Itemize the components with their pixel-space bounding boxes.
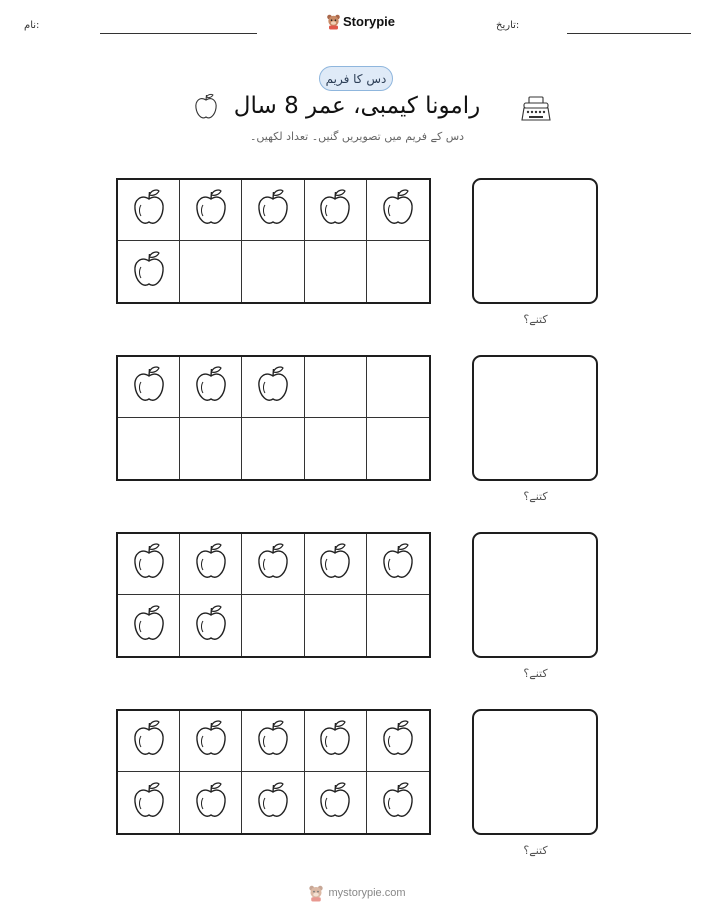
frame-cell [180, 180, 242, 241]
how-many-label: کتنے؟ [523, 313, 548, 326]
date-field[interactable] [567, 33, 691, 34]
storypie-logo [326, 13, 395, 30]
apple-icon [255, 719, 291, 763]
frame-cell [242, 180, 304, 241]
apple-icon [193, 781, 229, 825]
answer-box-4[interactable] [472, 709, 598, 835]
name-label: نام: [24, 20, 40, 31]
frame-cell [118, 595, 180, 656]
apple-icon [131, 781, 167, 825]
how-many-label: کتنے؟ [523, 844, 548, 857]
frame-cell [367, 711, 429, 772]
apple-icon [193, 188, 229, 232]
apple-icon [380, 188, 416, 232]
frame-cell [180, 418, 242, 479]
apple-icon [193, 719, 229, 763]
frame-cell [118, 357, 180, 418]
frame-cell [305, 418, 367, 479]
name-field[interactable] [100, 33, 257, 34]
ten-frame-1 [116, 178, 431, 304]
frame-cell [305, 772, 367, 833]
answer-box-2[interactable] [472, 355, 598, 481]
frame-cell [118, 180, 180, 241]
apple-icon [255, 781, 291, 825]
apple-icon [317, 719, 353, 763]
apple-icon [255, 542, 291, 586]
how-many-label: کتنے؟ [523, 490, 548, 503]
frame-cell [305, 595, 367, 656]
frame-cell [180, 534, 242, 595]
logo-text: Storypie [343, 14, 396, 29]
worksheet-instructions: دس کے فریم میں تصویریں گنیں۔ تعداد لکھیں۔ [249, 130, 465, 143]
frame-cell [242, 357, 304, 418]
date-label: تاریخ: [496, 20, 520, 31]
apple-icon [131, 365, 167, 409]
frame-cell [118, 418, 180, 479]
frame-cell [305, 357, 367, 418]
apple-icon [317, 188, 353, 232]
frame-cell [367, 772, 429, 833]
frame-cell [305, 534, 367, 595]
frame-cell [118, 711, 180, 772]
apple-icon [317, 542, 353, 586]
apple-icon [131, 542, 167, 586]
worksheet-badge: دس کا فریم [319, 66, 393, 91]
apple-icon [380, 542, 416, 586]
frame-cell [367, 357, 429, 418]
frame-cell [305, 241, 367, 302]
answer-box-1[interactable] [472, 178, 598, 304]
apple-icon [380, 719, 416, 763]
frame-cell [118, 772, 180, 833]
frame-cell [180, 595, 242, 656]
apple-icon [255, 365, 291, 409]
apple-icon [131, 604, 167, 648]
apple-icon [380, 781, 416, 825]
frame-cell [118, 241, 180, 302]
typewriter-icon [521, 95, 551, 127]
apple-icon [317, 781, 353, 825]
frame-cell [367, 418, 429, 479]
frame-cell [242, 534, 304, 595]
apple-icon [193, 542, 229, 586]
ten-frame-2 [116, 355, 431, 481]
ten-frame-3 [116, 532, 431, 658]
frame-cell [367, 534, 429, 595]
frame-cell [180, 357, 242, 418]
bear-mascot-icon [326, 13, 341, 30]
frame-cell [367, 595, 429, 656]
apple-icon [193, 365, 229, 409]
apple-icon [193, 604, 229, 648]
frame-cell [180, 772, 242, 833]
worksheet-title: رامونا کیمبی، عمر 8 سال [233, 93, 481, 119]
how-many-label: کتنے؟ [523, 667, 548, 680]
footer-website: mystorypie.com [328, 887, 406, 899]
frame-cell [367, 180, 429, 241]
frame-cell [305, 180, 367, 241]
frame-cell [367, 241, 429, 302]
apple-icon [255, 188, 291, 232]
frame-cell [242, 711, 304, 772]
bear-mascot-icon [308, 884, 324, 902]
frame-cell [242, 772, 304, 833]
frame-cell [118, 534, 180, 595]
frame-cell [305, 711, 367, 772]
apple-icon [131, 250, 167, 294]
apple-icon [131, 188, 167, 232]
frame-cell [180, 241, 242, 302]
frame-cell [242, 241, 304, 302]
frame-cell [242, 595, 304, 656]
ten-frame-4 [116, 709, 431, 835]
frame-cell [242, 418, 304, 479]
frame-cell [180, 711, 242, 772]
apple-icon [131, 719, 167, 763]
answer-box-3[interactable] [472, 532, 598, 658]
footer [0, 884, 714, 902]
